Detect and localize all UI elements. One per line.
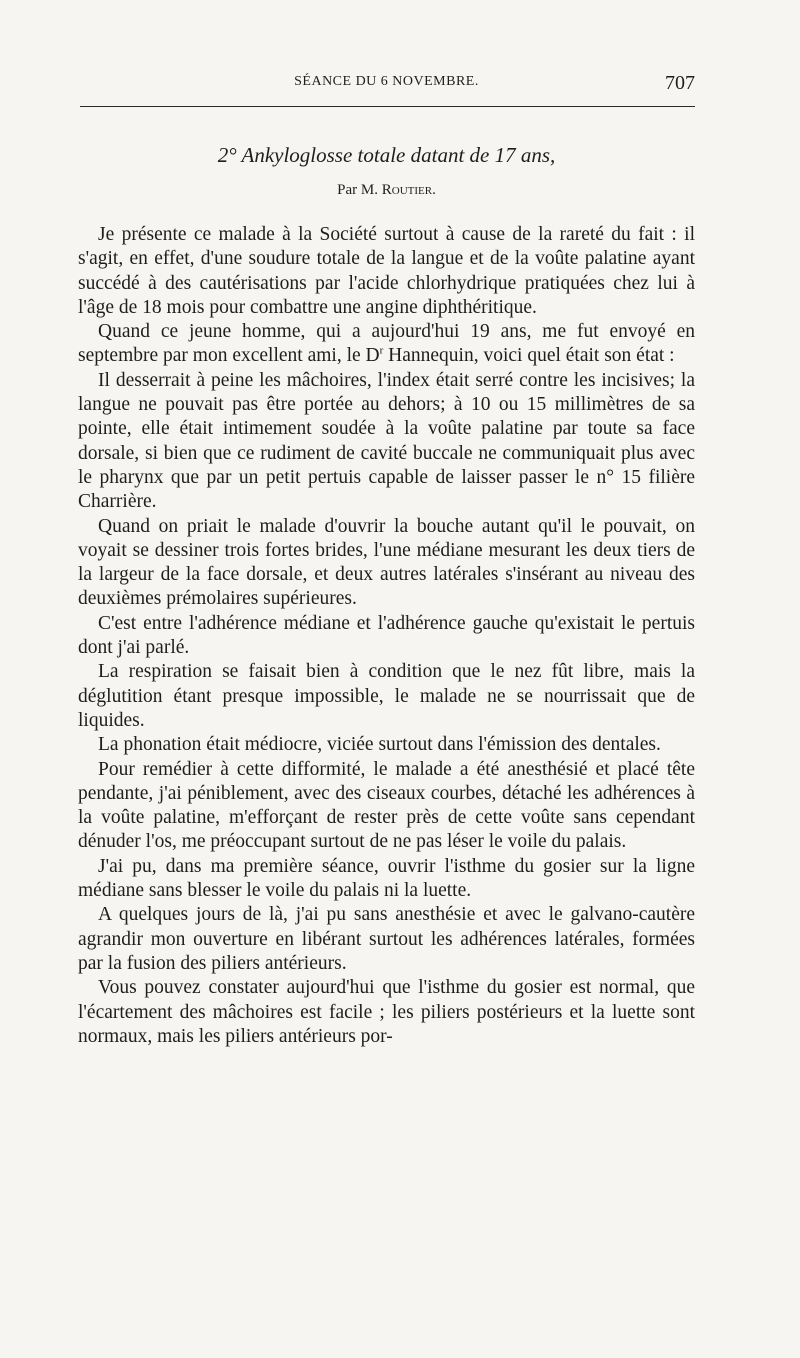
- paragraph: C'est entre l'adhérence médiane et l'adhérence gauche qu'existait le pertuis dont j'ai parlé.: [78, 612, 695, 659]
- paragraph: Il desserrait à peine les mâchoires, l'index était serré contre les incisives; la langue ne pouvait pas être portée au dehors; à 10 ou 15 millimètres de sa pointe, elle était intimement soudée à la voûte palatine par toute sa face dorsale, si bien que ce rudiment de cavité buccale ne communiquait plus avec le pharynx que par un petit pertuis capable de laisser passer le n° 15 filière Charrière.: [78, 369, 695, 513]
- article-title: 2° Ankyloglosse totale datant de 17 ans,: [217, 143, 556, 167]
- paragraph: La phonation était médiocre, viciée surtout dans l'émission des dentales.: [98, 734, 661, 756]
- paragraph: Je présente ce malade à la Société surtout à cause de la rareté du fait : il s'agit, en effet, d'une soudure totale de la langue et de la voûte palatine ayant succédé à des cautérisations par l'acide chlorhydrique pratiquées chez lui à l'âge de 18 mois pour combattre une angine diphthéritique.: [78, 224, 695, 318]
- paragraph: Pour remédier à cette difformité, le malade a été anesthésié et placé tête pendante, j'ai péniblement, avec des ciseaux courbes, détaché les adhérences à la voûte palatine, m'efforçant de rester près de cette voûte sans cependant dénuder l'os, me préoccupant surtout de ne pas léser le voile du palais.: [78, 758, 695, 853]
- paragraph: A quelques jours de là, j'ai pu sans anesthésie et avec le galvano-cautère agrandir mon ouverture en libérant surtout les adhérences latérales, formées par la fusion des piliers antérieurs.: [78, 904, 695, 974]
- paragraph-text: Quand ce jeune homme, qui a aujourd'hui 19 ans, me fut envoyé en septembre par mon excellent ami, le D: [78, 321, 695, 367]
- author-prefix: Par M.: [337, 182, 382, 198]
- running-head: [78, 74, 695, 98]
- header-rule: [80, 106, 695, 107]
- paragraph: Vous pouvez constater aujourd'hui que l'isthme du gosier est normal, que l'écartement des mâchoires est facile ; les piliers postérieurs et la luette sont normaux, mais les piliers antérieurs por-: [78, 977, 695, 1047]
- paragraph: La respiration se faisait bien à condition que le nez fût libre, mais la déglutition étant presque impossible, le malade ne se nourrissait que de liquides.: [78, 661, 695, 731]
- paragraph-text: Hannequin, voici quel était son état :: [383, 345, 675, 367]
- paragraph: J'ai pu, dans ma première séance, ouvrir l'isthme du gosier sur la ligne médiane sans blesser le voile du palais ni la luette.: [78, 855, 695, 902]
- paragraph: Quand on priait le malade d'ouvrir la bouche autant qu'il le pouvait, on voyait se dessiner trois fortes brides, l'une médiane mesurant les deux tiers de la largeur de la face dorsale, et deux autres latérales s'insérant au niveau des deuxièmes prémolaires supérieures.: [78, 515, 695, 610]
- author-name: Routier.: [381, 182, 436, 198]
- running-title: SÉANCE DU 6 NOVEMBRE.: [294, 74, 479, 89]
- paragraph: [78, 320, 695, 369]
- superscript: r: [379, 344, 384, 357]
- page-number: 707: [665, 72, 695, 94]
- author-line: [78, 182, 695, 199]
- body-text: [78, 223, 695, 1049]
